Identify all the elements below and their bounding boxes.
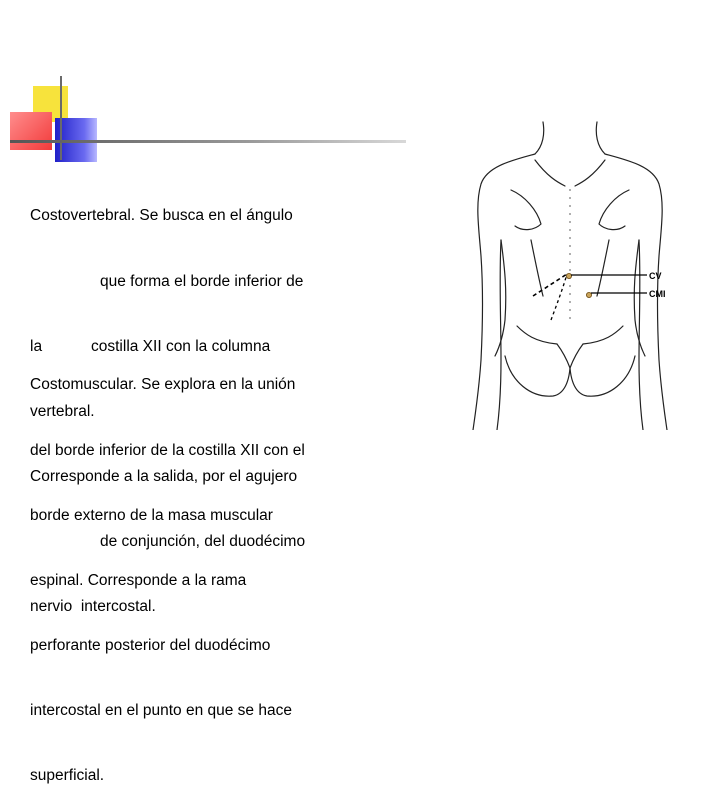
costomuscular-term: Costomuscular (30, 376, 133, 394)
cv-label: CV (649, 271, 662, 281)
left-gluteal-outline (505, 356, 570, 396)
text-line: . Se explora en la unión (132, 376, 296, 394)
left-lower-back-outline (531, 240, 543, 296)
right-scapula-outline (599, 190, 629, 230)
text-line: perforante posterior del duodécimo (30, 636, 271, 654)
text-line: vertebral. (30, 402, 95, 420)
text-line: . Se busca en el ángulo (130, 207, 293, 225)
left-scapula-outline (511, 190, 541, 230)
text-line: de conjunción, del duodécimo (100, 532, 306, 550)
text-line: intercostal en el punto en que se hace (30, 701, 292, 719)
sacral-outline (557, 344, 583, 368)
right-inner-arm-outline (639, 240, 643, 430)
back-torso-illustration (465, 120, 675, 430)
text-line: del borde inferior de la costilla XII con el (30, 441, 305, 459)
right-trapezius-outline (575, 160, 605, 186)
cmi-label: CMI (649, 289, 666, 299)
spine-dots (569, 189, 571, 319)
right-flank-crease (583, 326, 623, 344)
text-line: que forma el borde inferior de (100, 272, 304, 290)
costomuscular-point (586, 292, 591, 297)
text-line: costilla XII con la columna (91, 337, 271, 355)
paraspinal-dashed-line (551, 274, 567, 320)
text-line: nervio intercostal. (30, 598, 156, 616)
neck-outline (596, 122, 605, 154)
right-gluteal-outline (570, 356, 635, 396)
left-trapezius-outline (535, 160, 565, 186)
costovertebral-term: Costovertebral (30, 207, 131, 225)
left-inner-arm-outline (497, 240, 501, 430)
right-lower-back-outline (597, 240, 609, 296)
costomuscular-paragraph (30, 331, 380, 808)
text-line: Corresponde a la salida, por el agujero (30, 467, 298, 485)
vertical-rule (60, 76, 62, 160)
left-flank-crease (517, 326, 557, 344)
red-square-decoration (10, 112, 52, 150)
text-line: superficial. (30, 767, 105, 785)
title-divider-line (10, 140, 406, 143)
costovertebral-point (566, 273, 571, 278)
text-line: la (30, 337, 43, 355)
text-line: borde externo de la masa muscular (30, 506, 273, 524)
text-line: espinal. Corresponde a la rama (30, 571, 247, 589)
neck-outline (535, 122, 544, 154)
